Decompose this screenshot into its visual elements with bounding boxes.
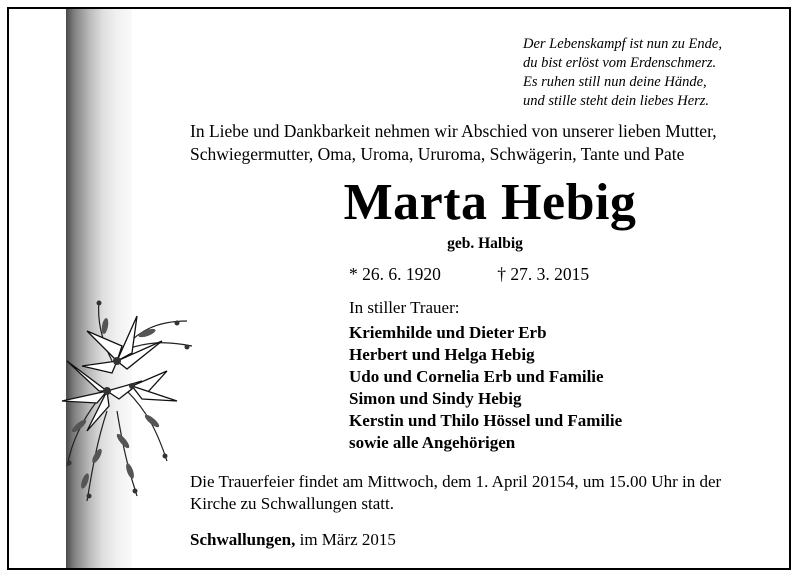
funeral-info — [190, 471, 790, 515]
intro-text — [190, 120, 790, 166]
verse-line: und stille steht dein liebes Herz. — [523, 93, 710, 109]
mourners-list — [349, 322, 622, 454]
notice-frame — [7, 7, 791, 570]
life-dates — [349, 264, 589, 285]
birth-date: * 26. 6. 1920 — [349, 264, 441, 284]
mourning-heading: In stiller Trauer: — [349, 298, 460, 317]
deceased-name: Marta Hebig — [343, 174, 637, 231]
verse-line: Der Lebenskampf ist nun zu Ende, — [523, 36, 722, 52]
mourner-entry: sowie alle Angehörigen — [349, 433, 516, 452]
place-date — [190, 530, 396, 550]
verse — [523, 35, 753, 111]
mourner-entry: Simon und Sindy Hebig — [349, 389, 522, 408]
intro-line: Schwiegermutter, Oma, Uroma, Ururoma, Schwägerin, Tante und Pate — [190, 144, 685, 164]
mourner-entry: Kriemhilde und Dieter Erb — [349, 323, 547, 342]
death-date: † 27. 3. 2015 — [497, 264, 590, 284]
notice-date: im März 2015 — [295, 530, 396, 549]
birth-name: geb. Halbig — [447, 235, 523, 252]
mourner-entry: Kerstin und Thilo Hössel und Familie — [349, 411, 623, 430]
funeral-line: Die Trauerfeier findet am Mittwoch, dem 1. April 20154, um 15.00 Uhr in der — [190, 472, 722, 491]
mourner-entry: Udo und Cornelia Erb und Familie — [349, 367, 604, 386]
mourner-entry: Herbert und Helga Hebig — [349, 345, 535, 364]
flower-bouquet-illustration — [27, 291, 207, 511]
verse-line: du bist erlöst vom Erdenschmerz. — [523, 55, 717, 71]
place-name: Schwallungen, — [190, 530, 296, 549]
intro-line: In Liebe und Dankbarkeit nehmen wir Abschied von unserer lieben Mutter, — [190, 121, 717, 141]
funeral-line: Kirche zu Schwallungen statt. — [190, 494, 394, 513]
verse-line: Es ruhen still nun deine Hände, — [523, 74, 707, 90]
